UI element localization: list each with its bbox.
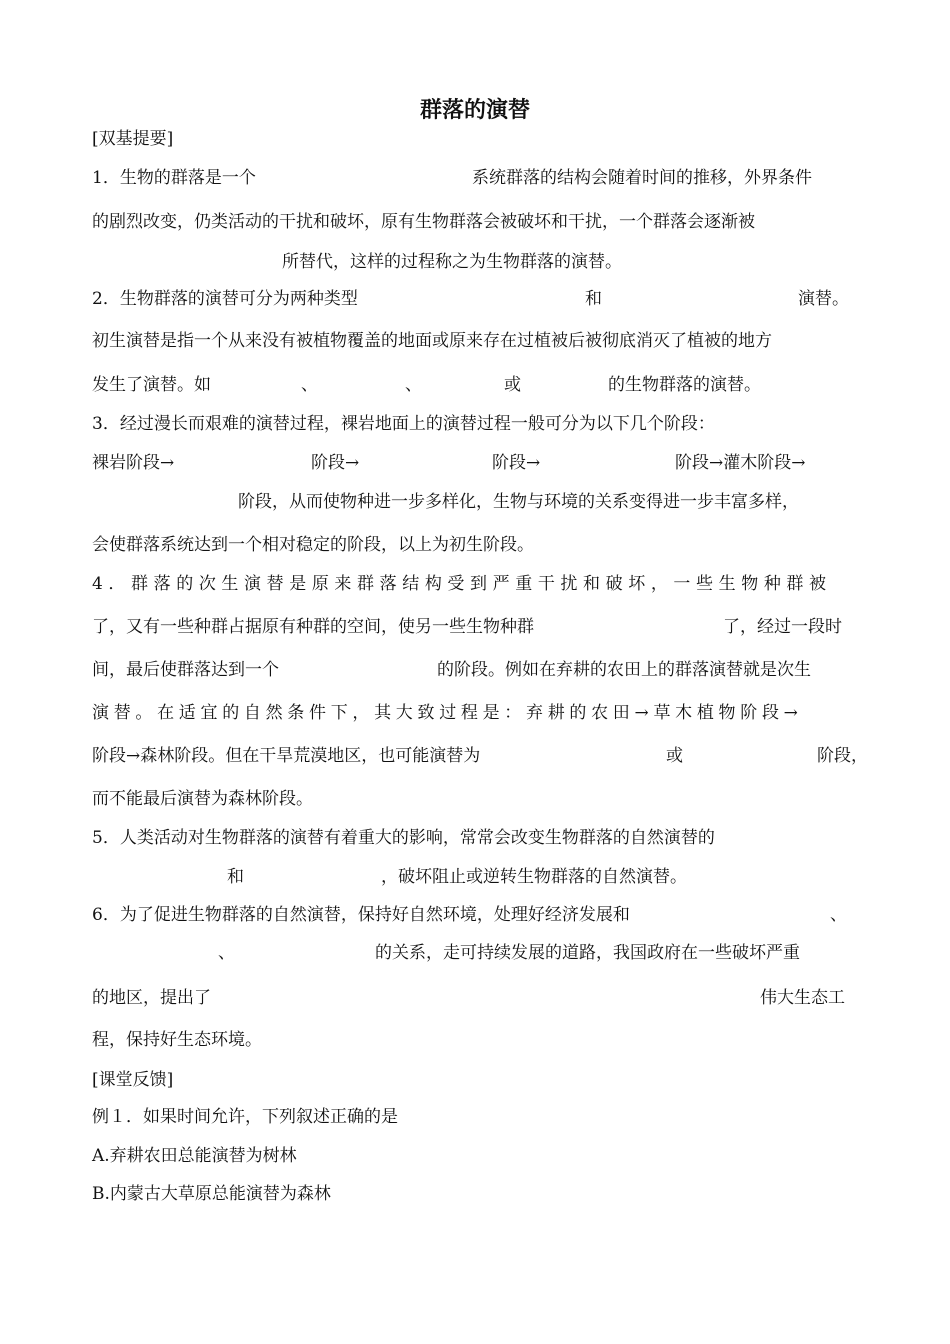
section-heading-basics: [双基提要] [92,129,174,149]
example-1-option-a: A.弃耕农田总能演替为树林 [92,1146,297,1166]
q5-line2-end: ，破坏阻止或逆转生物群落的自然演替。 [381,867,687,887]
example-1-question: 例１．如果时间允许，下列叙述正确的是 [92,1107,398,1127]
q5-line2-and: 和 [227,867,244,887]
q5-line1: 5．人类活动对生物群落的演替有着重大的影响，常常会改变生物群落的自然演替的 [92,828,715,848]
q4-line1: 4．群落的次生演替是原来群落结构受到严重干扰和破坏，一些生物种群被 [92,574,832,594]
q4-line6: 而不能最后演替为森林阶段。 [92,789,313,809]
q6-line1-sep: 、 [830,905,847,925]
q3-line1: 3．经过漫长而艰难的演替过程，裸岩地面上的演替过程一般可分为以下几个阶段： [92,414,715,434]
q6-line3-start: 的地区，提出了 [92,988,211,1008]
q4-line5-or: 或 [666,746,683,766]
q2-line3-end: 的生物群落的演替。 [608,375,761,395]
q3-stage-2: 阶段→ [311,453,360,473]
q6-line2-sep: 、 [218,943,235,963]
q1-line1-start: 1．生物的群落是一个 [92,168,256,188]
q4-line2-end: 了，经过一段时 [723,617,842,637]
q2-line3-start: 发生了演替。如 [92,375,211,395]
q2-line3-sep1: 、 [301,375,318,395]
q2-line3-sep2: 、 [405,375,422,395]
q3-line4: 会使群落系统达到一个相对稳定的阶段，以上为初生阶段。 [92,535,534,555]
q6-line2-end: 的关系，走可持续发展的道路，我国政府在一些破坏严重 [375,943,800,963]
q2-line2: 初生演替是指一个从来没有被植物覆盖的地面或原来存在过植被后被彻底消灭了植被的地方 [92,331,772,351]
q4-line3-start: 间，最后使群落达到一个 [92,660,279,680]
q6-line4: 程，保持好生态环境。 [92,1030,262,1050]
q2-line1-end: 演替。 [798,289,849,309]
q3-stage-3: 阶段→ [492,453,541,473]
q2-line1-and: 和 [585,289,602,309]
q6-line1: 6．为了促进生物群落的自然演替，保持好自然环境，处理好经济发展和 [92,905,630,925]
q4-line3-end: 的阶段。例如在弃耕的农田上的群落演替就是次生 [437,660,811,680]
q4-line5-end: 阶段， [817,746,868,766]
q4-line4: 演替。在适宜的自然条件下，其大致过程是：弃耕的农田→草木植物阶段→ [92,703,803,723]
q1-line1-end: 系统群落的结构会随着时间的推移，外界条件 [472,168,812,188]
q4-line2-start: 了，又有一些种群占据原有种群的空间，使另一些生物种群 [92,617,534,637]
q3-stage-4: 阶段→灌木阶段→ [675,453,806,473]
example-1-option-b: B.内蒙古大草原总能演替为森林 [92,1184,331,1204]
q2-line1-start: 2．生物群落的演替可分为两种类型 [92,289,358,309]
q1-line3: 所替代，这样的过程称之为生物群落的演替。 [282,252,622,272]
q2-line3-or: 或 [504,375,521,395]
q3-line3: 阶段，从而使物种进一步多样化，生物与环境的关系变得进一步丰富多样， [238,492,799,512]
q4-line5-start: 阶段→森林阶段。但在干旱荒漠地区，也可能演替为 [92,746,481,766]
q3-stage-1: 裸岩阶段→ [92,453,175,473]
page-title: 群落的演替 [419,98,530,123]
section-heading-feedback: [课堂反馈] [92,1070,174,1090]
q1-line2: 的剧烈改变，仍类活动的干扰和破坏，原有生物群落会被破坏和干扰，一个群落会逐渐被 [92,212,755,232]
q6-line3-end: 伟大生态工 [760,988,845,1008]
